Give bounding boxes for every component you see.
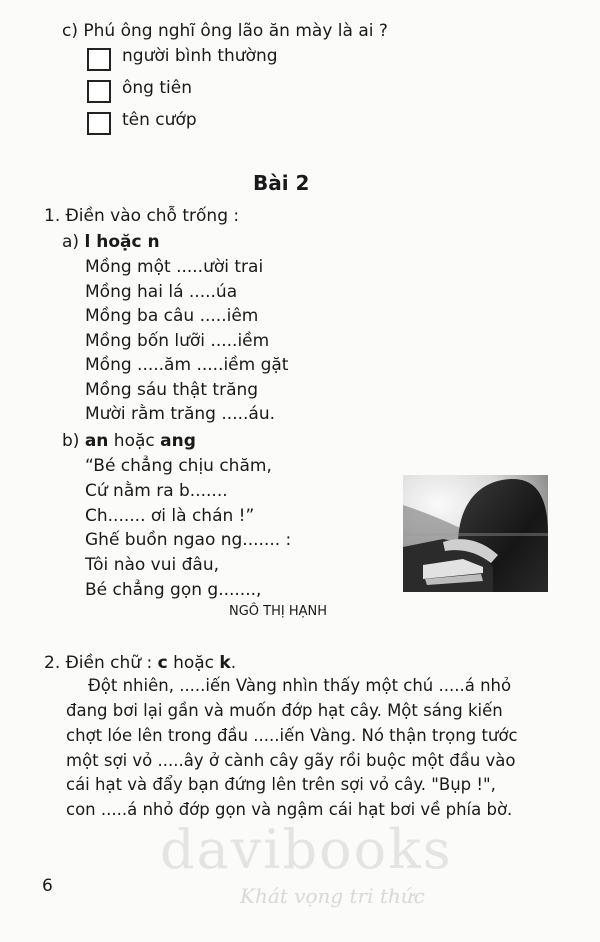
poem-a-line-4: Mồng bốn lưỡi .....iềm (85, 331, 270, 351)
poem-author: NGÔ THỊ HẠNH (229, 604, 328, 619)
option-2-label: ông tiên (122, 78, 192, 98)
exercise-2-line-2: đang bơi lại gần và muốn đớp hạt cây. Một sáng kiến (66, 701, 503, 720)
poem-b-line-4: Ghế buồn ngao ng....... : (85, 530, 292, 550)
exercise-1b-mid: hoặc (108, 431, 161, 451)
option-1-label: người bình thường (122, 46, 278, 66)
poem-a-line-1: Mồng một .....ười trai (85, 257, 264, 277)
poem-a-line-2: Mồng hai lá .....úa (85, 282, 238, 302)
exercise-1a-bold: l hoặc n (84, 232, 160, 252)
watermark-brand: davibooks (160, 818, 453, 881)
watermark-slogan: Khát vọng tri thức (240, 884, 425, 908)
exercise-2-bold-1: c (157, 653, 168, 673)
exercise-2-line-5: cái hạt và đẩy bạn đứng lên trên sợi vỏ cây. "Bụp !", (66, 775, 496, 794)
exercise-2-label (44, 653, 236, 673)
exercise-1b-bold-1: an (84, 431, 109, 451)
poem-b-line-5: Tôi nào vui đâu, (85, 555, 220, 575)
child-photo (403, 475, 548, 592)
poem-b-line-3: Ch....... ơi là chán !” (85, 506, 255, 526)
poem-b-line-2: Cứ nằm ra b....... (85, 481, 228, 501)
question-c: c) Phú ông nghĩ ông lão ăn mày là ai ? (62, 21, 388, 41)
exercise-2-tail: . (230, 653, 237, 673)
exercise-1a-label (62, 232, 160, 252)
checkbox-option-3[interactable] (87, 112, 111, 135)
poem-b-line-6: Bé chẳng gọn g......., (85, 580, 262, 600)
poem-b-line-1: “Bé chẳng chịu chăm, (85, 456, 272, 476)
poem-a-line-6: Mồng sáu thật trăng (85, 380, 259, 400)
exercise-2-line-4: một sợi vỏ .....ây ở cành cây gãy rồi buộc một đầu vào (66, 751, 516, 770)
exercise-1b-label (62, 431, 196, 451)
option-3-label: tên cướp (122, 110, 197, 130)
poem-a-line-7: Mười rằm trăng .....áu. (85, 404, 275, 424)
child-photo-graphic (403, 475, 548, 592)
poem-a-line-3: Mồng ba câu .....iêm (85, 306, 259, 326)
exercise-1b-prefix: b) (62, 431, 85, 451)
checkbox-option-2[interactable] (87, 80, 111, 103)
exercise-1a-prefix: a) (62, 232, 85, 252)
exercise-2-line-1: Đột nhiên, .....iến Vàng nhìn thấy một chú .....á nhỏ (88, 676, 512, 695)
exercise-2-prefix: 2. Điền chữ : (44, 653, 158, 673)
page-number: 6 (42, 876, 53, 896)
exercise-2-mid: hoặc (167, 653, 220, 673)
exercise-2-line-3: chợt lóe lên trong đầu .....iến Vàng. Nó thận trọng tước (66, 726, 518, 745)
poem-a-line-5: Mồng .....ăm .....iềm gặt (85, 355, 289, 375)
exercise-2-line-6: con .....á nhỏ đớp gọn và ngậm cái hạt bơi về phía bờ. (66, 800, 513, 819)
exercise-1-label: 1. Điền vào chỗ trống : (44, 206, 240, 226)
exercise-1b-bold-2: ang (160, 431, 196, 451)
exercise-2-bold-2: k (219, 653, 231, 673)
lesson-title: Bài 2 (253, 171, 310, 195)
checkbox-option-1[interactable] (87, 48, 111, 71)
